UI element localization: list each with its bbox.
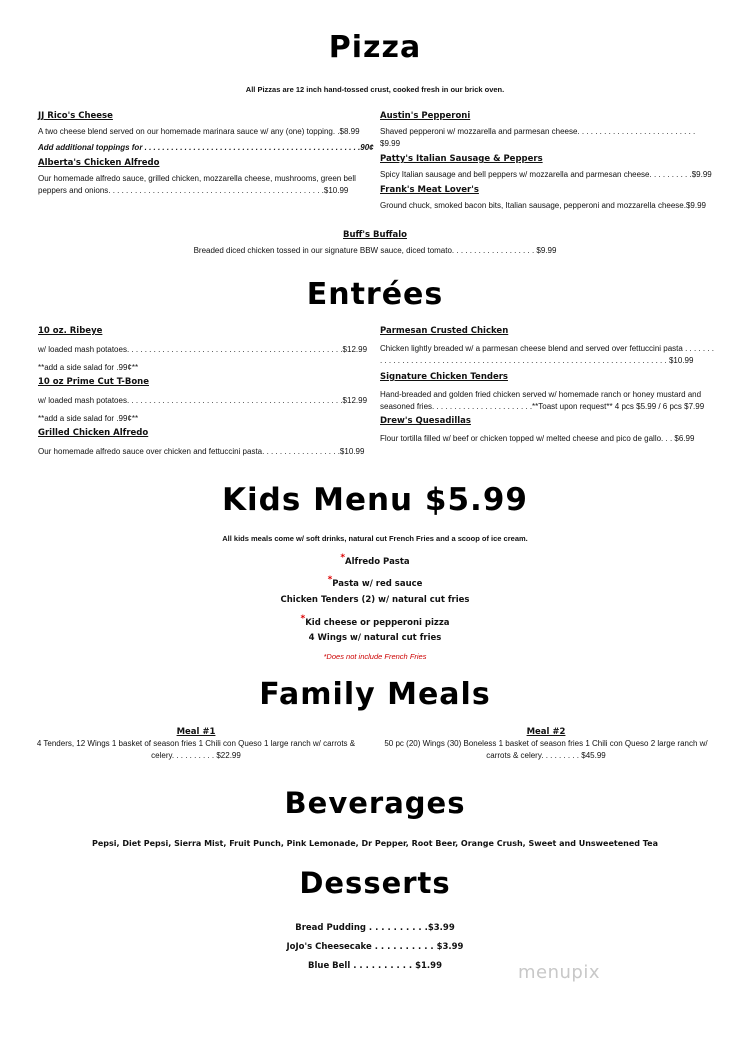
menu-item-desc: Chicken lightly breaded w/ a parmesan cheese blend and served over fettuccini pasta . . . . . . . . . . . . . . . . . . . . . . . . . . . . . . . . . . . . . . . . . . . . . . . . . . . . . . . . . . . . . . . . . . . . . . . . $10.99 bbox=[380, 344, 714, 365]
menu-item-extra: **add a side salad for .99¢** bbox=[38, 363, 139, 372]
beverages-list: Pepsi, Diet Pepsi, Sierra Mist, Fruit Punch, Pink Lemonade, Dr Pepper, Root Beer, Orange Crush, Sweet and Unsweetened Tea bbox=[91, 839, 659, 848]
pizza-note: All Pizzas are 12 inch hand-tossed crust, cooked fresh in our brick oven. bbox=[245, 85, 505, 94]
meal-2-name: Meal #2 bbox=[526, 727, 566, 737]
menu-item-desc: Add additional toppings for . . . . . . . . . . . . . . . . . . . . . . . . . . . . . . . . . . . . . . . . . . . . . . . . .90¢ bbox=[38, 143, 374, 152]
entrees-heading: Entrées bbox=[306, 277, 444, 312]
dessert-item: JoJo's Cheesecake . . . . . . . . . . $3.99 bbox=[286, 942, 464, 952]
asterisk-marker: * bbox=[340, 553, 346, 563]
menu-item-desc: Shaved pepperoni w/ mozzarella and parmesan cheese. . . . . . . . . . . . . . . . . . . . . . . . . . . $9.99 bbox=[380, 127, 696, 148]
asterisk-marker: * bbox=[327, 575, 333, 585]
menu-item-name: Austin's Pepperoni bbox=[380, 111, 471, 121]
kids-item-label: Kid cheese or pepperoni pizza bbox=[305, 617, 450, 628]
pizza-center-item bbox=[0, 229, 750, 257]
menu-item-name: 10 oz Prime Cut T-Bone bbox=[38, 377, 149, 387]
menu-item-desc: Our homemade alfredo sauce over chicken and fettuccini pasta. . . . . . . . . . . . . . . . . .$10.99 bbox=[38, 447, 365, 456]
kids-item-label: Alfredo Pasta bbox=[345, 556, 410, 567]
kids-item bbox=[0, 595, 750, 605]
menu-item-name: Buff's Buffalo bbox=[343, 230, 407, 240]
menu-item-name: 10 oz. Ribeye bbox=[38, 326, 103, 336]
menu-item-desc: Breaded diced chicken tossed in our signature BBW sauce, diced tomato. . . . . . . . . . . . . . . . . . . $9.99 bbox=[193, 246, 557, 255]
kids-note: All kids meals come w/ soft drinks, natural cut French Fries and a scoop of ice cream. bbox=[222, 534, 528, 543]
kids-heading: Kids Menu $5.99 bbox=[222, 482, 528, 518]
menu-item-desc: Spicy Italian sausage and bell peppers w/ mozzarella and parmesan cheese. . . . . . . . . .$9.99 bbox=[380, 170, 712, 179]
menu-item-name: Patty's Italian Sausage & Peppers bbox=[380, 154, 543, 164]
pizza-right-column bbox=[380, 110, 714, 212]
menu-item-desc: Ground chuck, smoked bacon bits, Italian sausage, pepperoni and mozzarella cheese.$9.99 bbox=[380, 201, 706, 210]
entrees-right-column bbox=[380, 325, 714, 445]
menu-item-desc: Flour tortilla filled w/ beef or chicken topped w/ melted cheese and pico de gallo. . . $6.99 bbox=[380, 434, 695, 443]
meal-1 bbox=[26, 726, 366, 762]
kids-item-label: Chicken Tenders (2) w/ natural cut fries bbox=[280, 595, 470, 605]
kids-item-label: 4 Wings w/ natural cut fries bbox=[308, 633, 442, 643]
menu-item-name: JJ Rico's Cheese bbox=[38, 111, 113, 121]
entrees-left-column bbox=[38, 325, 374, 458]
dessert-item: Bread Pudding . . . . . . . . . .$3.99 bbox=[295, 923, 455, 933]
pizza-left-column bbox=[38, 110, 374, 197]
asterisk-marker: * bbox=[300, 614, 306, 624]
family-heading: Family Meals bbox=[259, 677, 491, 712]
beverages-heading: Beverages bbox=[284, 786, 466, 820]
menu-item-name: Signature Chicken Tenders bbox=[380, 372, 508, 382]
menu-item-name: Parmesan Crusted Chicken bbox=[380, 326, 509, 336]
kids-item bbox=[0, 553, 750, 567]
menu-item-name: Drew's Quesadillas bbox=[380, 416, 471, 426]
meal-1-desc: 4 Tenders, 12 Wings 1 basket of season fries 1 Chili con Queso 1 large ranch w/ carrots & celery. . . . . . . . . . $22.99 bbox=[36, 739, 356, 760]
kids-item bbox=[0, 614, 750, 628]
menu-item-desc: w/ loaded mash potatoes. . . . . . . . . . . . . . . . . . . . . . . . . . . . . . . . . . . . . . . . . . . . . . . . .$12.99 bbox=[38, 345, 368, 354]
menu-item-desc: w/ loaded mash potatoes. . . . . . . . . . . . . . . . . . . . . . . . . . . . . . . . . . . . . . . . . . . . . . . . .$12.99 bbox=[38, 396, 368, 405]
menu-item-name: Alberta's Chicken Alfredo bbox=[38, 158, 160, 168]
desserts-heading: Desserts bbox=[299, 866, 451, 900]
dessert-item: Blue Bell . . . . . . . . . . $1.99 bbox=[308, 961, 442, 971]
menu-item-desc: Hand-breaded and golden fried chicken served w/ homemade ranch or honey mustard and seasoned fries. . . . . . . . . . . . . . . . . . . . . . .**Toast upon request** 4 pcs $5.99 / 6 pcs $7.99 bbox=[380, 390, 705, 411]
kids-item-label: Pasta w/ red sauce bbox=[332, 578, 423, 589]
kids-item bbox=[0, 633, 750, 643]
watermark-logo: menupix bbox=[518, 962, 601, 983]
menu-item-extra: **add a side salad for .99¢** bbox=[38, 414, 139, 423]
kids-footnote: *Does not include French Fries bbox=[323, 652, 427, 661]
meal-2-desc: 50 pc (20) Wings (30) Boneless 1 basket of season fries 1 Chili con Queso 2 large ranch w/ carrots & celery. . . . . . . . . $45.99 bbox=[384, 739, 708, 760]
menu-item-name: Frank's Meat Lover's bbox=[380, 185, 479, 195]
pizza-heading: Pizza bbox=[328, 30, 422, 65]
kids-item bbox=[0, 575, 750, 589]
meal-1-name: Meal #1 bbox=[176, 727, 216, 737]
meal-2 bbox=[376, 726, 716, 762]
menu-item-name: Grilled Chicken Alfredo bbox=[38, 428, 149, 438]
menu-item-desc: A two cheese blend served on our homemade marinara sauce w/ any (one) topping. .$8.99 bbox=[38, 127, 360, 136]
menu-item-desc: Our homemade alfredo sauce, grilled chicken, mozzarella cheese, mushrooms, green bell peppers and onions. . . . . . . . . . . . . . . . . . . . . . . . . . . . . . . . . . . . . . . . . . . . . . . . .$10.99 bbox=[38, 174, 356, 195]
